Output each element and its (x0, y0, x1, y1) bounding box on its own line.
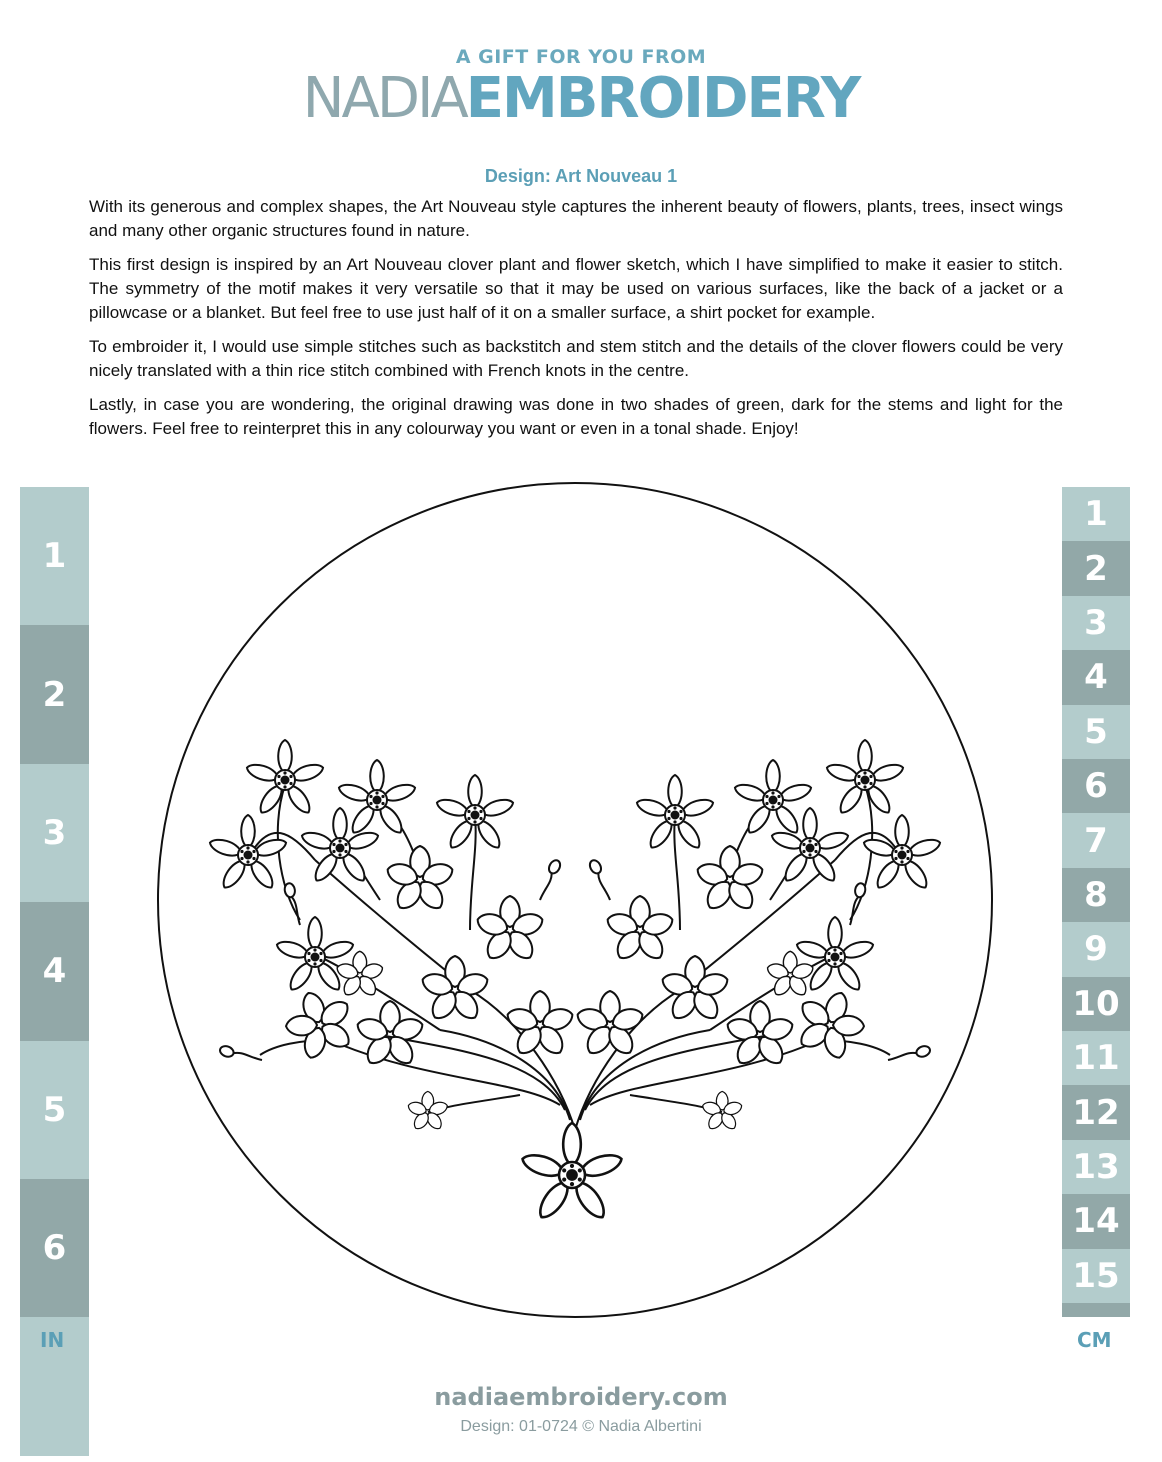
footer-url[interactable]: nadiaembroidery.com (434, 1383, 728, 1411)
ruler-cm-mark: 11 (1062, 1031, 1130, 1085)
footer-credit: Design: 01-0724 © Nadia Albertini (460, 1418, 702, 1435)
ruler-in-mark: 1 (20, 487, 89, 625)
ruler-in-mark: 4 (20, 902, 89, 1040)
ruler-cm-mark: 15 (1062, 1249, 1130, 1303)
header-kicker: A GIFT FOR YOU FROM (455, 46, 707, 68)
intro-paragraph: Lastly, in case you are wondering, the original drawing was done in two shades of green, dark for the stems and light for the flowers. Feel free to reinterpret this in any colourway you want or even in a tonal shade. Enjoy! (89, 395, 1063, 438)
ruler-cm-mark: 13 (1062, 1140, 1130, 1194)
ruler-cm-mark: 5 (1062, 705, 1130, 759)
ruler-cm-mark: 8 (1062, 868, 1130, 922)
ruler-cm-mark: 7 (1062, 813, 1130, 867)
ruler-cm-mark: 12 (1062, 1085, 1130, 1139)
brand-logo-bold: EMBROIDERY (465, 66, 860, 131)
ruler-cm-mark: 10 (1062, 977, 1130, 1031)
ruler-cm-mark: 14 (1062, 1194, 1130, 1248)
brand-logo-light: NADIA (302, 66, 466, 131)
ruler-in-mark: 2 (20, 625, 89, 763)
ruler-cm-mark: 6 (1062, 759, 1130, 813)
intro-paragraph: This first design is inspired by an Art Nouveau clover plant and flower sketch, which I have simplified to make it easier to stitch. The symmetry of the motif makes it very versatile so that it may be used on various surfaces, like the back of a jacket or a pillowcase or a blanket. But feel free to use just half of it on a smaller surface, a shirt pocket for example. (89, 255, 1063, 322)
ruler-in-mark: 6 (20, 1179, 89, 1317)
cm-unit-label: CM (1077, 1328, 1112, 1352)
motif-right-half (575, 740, 942, 1132)
center-flower (520, 1123, 624, 1222)
design-title: Design: Art Nouveau 1 (484, 166, 678, 186)
ruler-cm-mark: 2 (1062, 541, 1130, 595)
ruler-cm-mark: 4 (1062, 650, 1130, 704)
intro-paragraph: To embroider it, I would use simple stitches such as backstitch and stem stitch and the details of the clover flowers could be very nicely translated with a thin rice stitch combined with French knots in the centre. (89, 337, 1063, 380)
ruler-in-mark: 3 (20, 764, 89, 902)
hoop-circle (158, 483, 992, 1317)
ruler-cm-mark: 1 (1062, 487, 1130, 541)
ruler-cm-mark: 9 (1062, 922, 1130, 976)
intro-paragraph: With its generous and complex shapes, the Art Nouveau style captures the inherent beauty of flowers, plants, trees, insect wings and many other organic structures found in nature. (89, 197, 1063, 240)
motif-left-half (208, 740, 575, 1132)
inch-unit-label: IN (40, 1328, 65, 1352)
ruler-cm-mark: 3 (1062, 596, 1130, 650)
ruler-in-mark: 5 (20, 1041, 89, 1179)
